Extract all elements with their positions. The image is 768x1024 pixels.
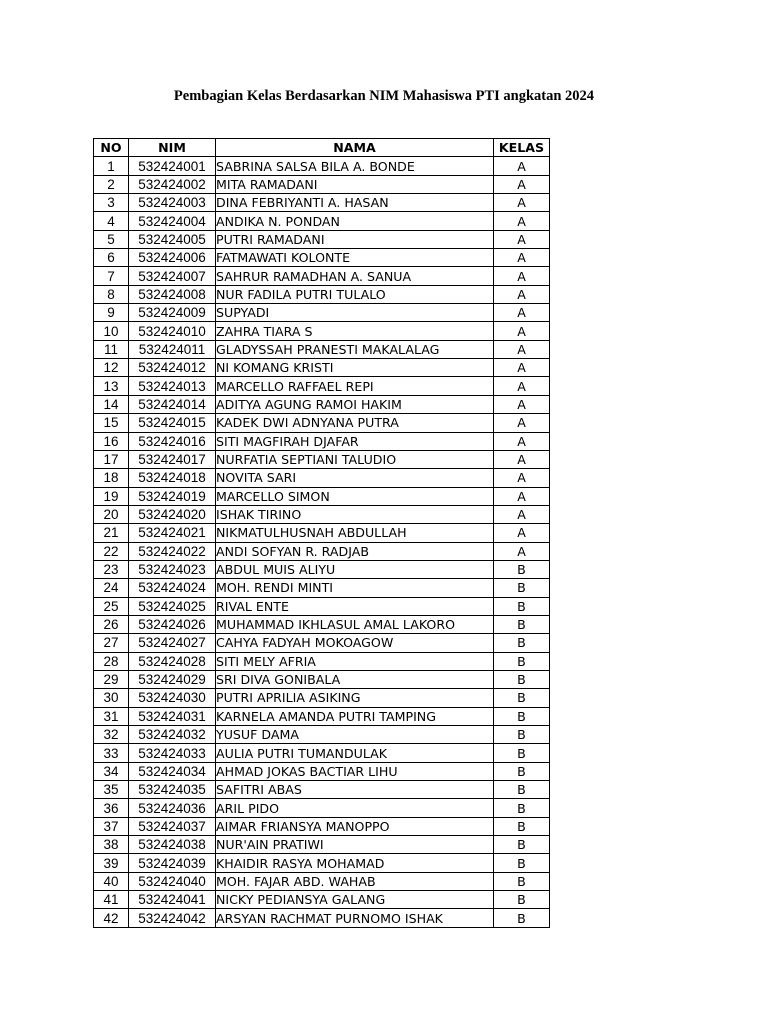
table-row — [94, 670, 550, 688]
cell-no: 12 — [94, 359, 129, 377]
table-row — [94, 909, 550, 927]
table-row — [94, 689, 550, 707]
cell-no: 33 — [94, 744, 129, 762]
cell-nim: 532424023 — [129, 560, 216, 578]
cell-nama: SABRINA SALSA BILA A. BONDE — [216, 157, 494, 175]
cell-nama: KADEK DWI ADNYANA PUTRA — [216, 414, 494, 432]
cell-kelas: B — [494, 652, 550, 670]
cell-no: 6 — [94, 249, 129, 267]
cell-no: 14 — [94, 395, 129, 413]
cell-no: 38 — [94, 836, 129, 854]
cell-nim: 532424017 — [129, 450, 216, 468]
table-row — [94, 872, 550, 890]
cell-nama: AHMAD JOKAS BACTIAR LIHU — [216, 762, 494, 780]
cell-no: 23 — [94, 560, 129, 578]
cell-no: 17 — [94, 450, 129, 468]
table-row — [94, 505, 550, 523]
cell-nim: 532424014 — [129, 395, 216, 413]
cell-nim: 532424001 — [129, 157, 216, 175]
cell-nim: 532424036 — [129, 799, 216, 817]
cell-kelas: A — [494, 249, 550, 267]
cell-nama: PUTRI RAMADANI — [216, 230, 494, 248]
cell-nim: 532424038 — [129, 836, 216, 854]
cell-nama: ZAHRA TIARA S — [216, 322, 494, 340]
cell-no: 3 — [94, 194, 129, 212]
cell-nama: ADITYA AGUNG RAMOI HAKIM — [216, 395, 494, 413]
cell-no: 22 — [94, 542, 129, 560]
cell-no: 35 — [94, 781, 129, 799]
cell-no: 15 — [94, 414, 129, 432]
cell-nama: ANDI SOFYAN R. RADJAB — [216, 542, 494, 560]
table-row — [94, 377, 550, 395]
cell-kelas: A — [494, 542, 550, 560]
cell-kelas: B — [494, 891, 550, 909]
cell-no: 21 — [94, 524, 129, 542]
table-header-row — [94, 139, 550, 157]
cell-nama: ARSYAN RACHMAT PURNOMO ISHAK — [216, 909, 494, 927]
cell-nama: ANDIKA N. PONDAN — [216, 212, 494, 230]
cell-nama: NOVITA SARI — [216, 469, 494, 487]
cell-nim: 532424022 — [129, 542, 216, 560]
cell-kelas: A — [494, 175, 550, 193]
table-row — [94, 230, 550, 248]
header-nama: NAMA — [216, 139, 494, 157]
cell-nama: GLADYSSAH PRANESTI MAKALALAG — [216, 340, 494, 358]
table-row — [94, 322, 550, 340]
table-row — [94, 836, 550, 854]
page-title: Pembagian Kelas Berdasarkan NIM Mahasiswa PTI angkatan 2024 — [173, 88, 595, 104]
cell-kelas: B — [494, 799, 550, 817]
table-row — [94, 524, 550, 542]
cell-no: 40 — [94, 872, 129, 890]
cell-nama: AULIA PUTRI TUMANDULAK — [216, 744, 494, 762]
table-row — [94, 469, 550, 487]
cell-kelas: B — [494, 872, 550, 890]
table-row — [94, 707, 550, 725]
cell-nim: 532424030 — [129, 689, 216, 707]
table-row — [94, 304, 550, 322]
student-class-table — [93, 138, 550, 928]
cell-nama: SAFITRI ABAS — [216, 781, 494, 799]
cell-no: 27 — [94, 634, 129, 652]
cell-kelas: B — [494, 560, 550, 578]
table-row — [94, 652, 550, 670]
header-nim: NIM — [129, 139, 216, 157]
cell-no: 28 — [94, 652, 129, 670]
cell-nim: 532424016 — [129, 432, 216, 450]
cell-kelas: B — [494, 909, 550, 927]
cell-nim: 532424005 — [129, 230, 216, 248]
cell-nama: NIKMATULHUSNAH ABDULLAH — [216, 524, 494, 542]
cell-kelas: A — [494, 322, 550, 340]
cell-nim: 532424024 — [129, 579, 216, 597]
table-row — [94, 157, 550, 175]
cell-kelas: A — [494, 267, 550, 285]
cell-nama: RIVAL ENTE — [216, 597, 494, 615]
cell-nama: PUTRI APRILIA ASIKING — [216, 689, 494, 707]
cell-nim: 532424031 — [129, 707, 216, 725]
cell-nim: 532424039 — [129, 854, 216, 872]
cell-nama: KARNELA AMANDA PUTRI TAMPING — [216, 707, 494, 725]
cell-nim: 532424004 — [129, 212, 216, 230]
cell-nim: 532424027 — [129, 634, 216, 652]
cell-nama: NUR FADILA PUTRI TULALO — [216, 285, 494, 303]
table-row — [94, 359, 550, 377]
cell-kelas: B — [494, 781, 550, 799]
cell-kelas: B — [494, 615, 550, 633]
cell-nama: SITI MELY AFRIA — [216, 652, 494, 670]
table-row — [94, 560, 550, 578]
cell-no: 41 — [94, 891, 129, 909]
table-row — [94, 175, 550, 193]
cell-kelas: A — [494, 395, 550, 413]
header-no: NO — [94, 139, 129, 157]
cell-no: 8 — [94, 285, 129, 303]
table-row — [94, 799, 550, 817]
cell-kelas: B — [494, 836, 550, 854]
table-row — [94, 267, 550, 285]
table-row — [94, 194, 550, 212]
cell-no: 11 — [94, 340, 129, 358]
table-row — [94, 249, 550, 267]
cell-no: 16 — [94, 432, 129, 450]
cell-kelas: A — [494, 359, 550, 377]
cell-nama: MARCELLO RAFFAEL REPI — [216, 377, 494, 395]
cell-no: 1 — [94, 157, 129, 175]
cell-nim: 532424019 — [129, 487, 216, 505]
table-row — [94, 854, 550, 872]
cell-nama: SITI MAGFIRAH DJAFAR — [216, 432, 494, 450]
table-row — [94, 762, 550, 780]
cell-kelas: B — [494, 744, 550, 762]
cell-no: 26 — [94, 615, 129, 633]
cell-no: 2 — [94, 175, 129, 193]
cell-nim: 532424008 — [129, 285, 216, 303]
table-row — [94, 542, 550, 560]
table-row — [94, 744, 550, 762]
cell-kelas: A — [494, 505, 550, 523]
cell-nim: 532424013 — [129, 377, 216, 395]
cell-nim: 532424037 — [129, 817, 216, 835]
cell-kelas: A — [494, 304, 550, 322]
cell-nim: 532424028 — [129, 652, 216, 670]
cell-no: 4 — [94, 212, 129, 230]
cell-nim: 532424021 — [129, 524, 216, 542]
table-row — [94, 726, 550, 744]
cell-nim: 532424009 — [129, 304, 216, 322]
cell-nim: 532424033 — [129, 744, 216, 762]
cell-kelas: A — [494, 285, 550, 303]
cell-no: 34 — [94, 762, 129, 780]
cell-nim: 532424026 — [129, 615, 216, 633]
cell-no: 25 — [94, 597, 129, 615]
cell-kelas: B — [494, 707, 550, 725]
cell-nama: SAHRUR RAMADHAN A. SANUA — [216, 267, 494, 285]
cell-kelas: A — [494, 414, 550, 432]
cell-nim: 532424040 — [129, 872, 216, 890]
cell-no: 29 — [94, 670, 129, 688]
cell-nama: NI KOMANG KRISTI — [216, 359, 494, 377]
table-row — [94, 781, 550, 799]
cell-no: 30 — [94, 689, 129, 707]
cell-no: 42 — [94, 909, 129, 927]
table-row — [94, 395, 550, 413]
cell-nim: 532424025 — [129, 597, 216, 615]
cell-kelas: B — [494, 762, 550, 780]
cell-nama: KHAIDIR RASYA MOHAMAD — [216, 854, 494, 872]
cell-no: 31 — [94, 707, 129, 725]
cell-nim: 532424018 — [129, 469, 216, 487]
cell-nama: ABDUL MUIS ALIYU — [216, 560, 494, 578]
cell-kelas: A — [494, 157, 550, 175]
cell-no: 7 — [94, 267, 129, 285]
cell-nama: ISHAK TIRINO — [216, 505, 494, 523]
cell-nama: MOH. FAJAR ABD. WAHAB — [216, 872, 494, 890]
cell-nama: NICKY PEDIANSYA GALANG — [216, 891, 494, 909]
cell-no: 20 — [94, 505, 129, 523]
cell-nama: NURFATIA SEPTIANI TALUDIO — [216, 450, 494, 468]
cell-kelas: B — [494, 597, 550, 615]
cell-no: 39 — [94, 854, 129, 872]
header-kelas: KELAS — [494, 139, 550, 157]
cell-nama: MITA RAMADANI — [216, 175, 494, 193]
cell-kelas: A — [494, 469, 550, 487]
cell-no: 18 — [94, 469, 129, 487]
cell-kelas: A — [494, 487, 550, 505]
cell-kelas: B — [494, 634, 550, 652]
cell-nim: 532424015 — [129, 414, 216, 432]
cell-kelas: A — [494, 340, 550, 358]
cell-kelas: B — [494, 689, 550, 707]
cell-no: 36 — [94, 799, 129, 817]
cell-no: 24 — [94, 579, 129, 597]
cell-kelas: B — [494, 579, 550, 597]
cell-kelas: B — [494, 726, 550, 744]
cell-nim: 532424007 — [129, 267, 216, 285]
cell-nim: 532424006 — [129, 249, 216, 267]
cell-nama: DINA FEBRIYANTI A. HASAN — [216, 194, 494, 212]
cell-kelas: B — [494, 670, 550, 688]
cell-nim: 532424029 — [129, 670, 216, 688]
table-row — [94, 817, 550, 835]
cell-nim: 532424034 — [129, 762, 216, 780]
cell-kelas: A — [494, 450, 550, 468]
cell-no: 37 — [94, 817, 129, 835]
cell-nim: 532424035 — [129, 781, 216, 799]
cell-nama: AIMAR FRIANSYA MANOPPO — [216, 817, 494, 835]
cell-nama: MARCELLO SIMON — [216, 487, 494, 505]
cell-nama: SRI DIVA GONIBALA — [216, 670, 494, 688]
cell-no: 13 — [94, 377, 129, 395]
cell-nama: MUHAMMAD IKHLASUL AMAL LAKORO — [216, 615, 494, 633]
table-row — [94, 579, 550, 597]
cell-no: 9 — [94, 304, 129, 322]
cell-nama: MOH. RENDI MINTI — [216, 579, 494, 597]
cell-nama: SUPYADI — [216, 304, 494, 322]
cell-nim: 532424032 — [129, 726, 216, 744]
table-row — [94, 414, 550, 432]
cell-nim: 532424020 — [129, 505, 216, 523]
table-row — [94, 212, 550, 230]
cell-nama: YUSUF DAMA — [216, 726, 494, 744]
cell-kelas: A — [494, 524, 550, 542]
cell-nim: 532424042 — [129, 909, 216, 927]
cell-no: 10 — [94, 322, 129, 340]
table-row — [94, 285, 550, 303]
table-row — [94, 615, 550, 633]
cell-nim: 532424012 — [129, 359, 216, 377]
table-row — [94, 597, 550, 615]
cell-no: 5 — [94, 230, 129, 248]
table-row — [94, 450, 550, 468]
cell-kelas: A — [494, 432, 550, 450]
cell-kelas: A — [494, 230, 550, 248]
cell-nim: 532424010 — [129, 322, 216, 340]
cell-no: 32 — [94, 726, 129, 744]
cell-nim: 532424011 — [129, 340, 216, 358]
table-body — [94, 157, 550, 927]
cell-nama: CAHYA FADYAH MOKOAGOW — [216, 634, 494, 652]
table-row — [94, 432, 550, 450]
cell-kelas: A — [494, 194, 550, 212]
cell-nim: 532424002 — [129, 175, 216, 193]
cell-kelas: A — [494, 212, 550, 230]
cell-kelas: B — [494, 817, 550, 835]
table-row — [94, 487, 550, 505]
cell-nim: 532424041 — [129, 891, 216, 909]
cell-nim: 532424003 — [129, 194, 216, 212]
table-row — [94, 634, 550, 652]
cell-kelas: A — [494, 377, 550, 395]
table-row — [94, 340, 550, 358]
cell-nama: FATMAWATI KOLONTE — [216, 249, 494, 267]
table-row — [94, 891, 550, 909]
cell-no: 19 — [94, 487, 129, 505]
cell-nama: NUR'AIN PRATIWI — [216, 836, 494, 854]
cell-kelas: B — [494, 854, 550, 872]
cell-nama: ARIL PIDO — [216, 799, 494, 817]
